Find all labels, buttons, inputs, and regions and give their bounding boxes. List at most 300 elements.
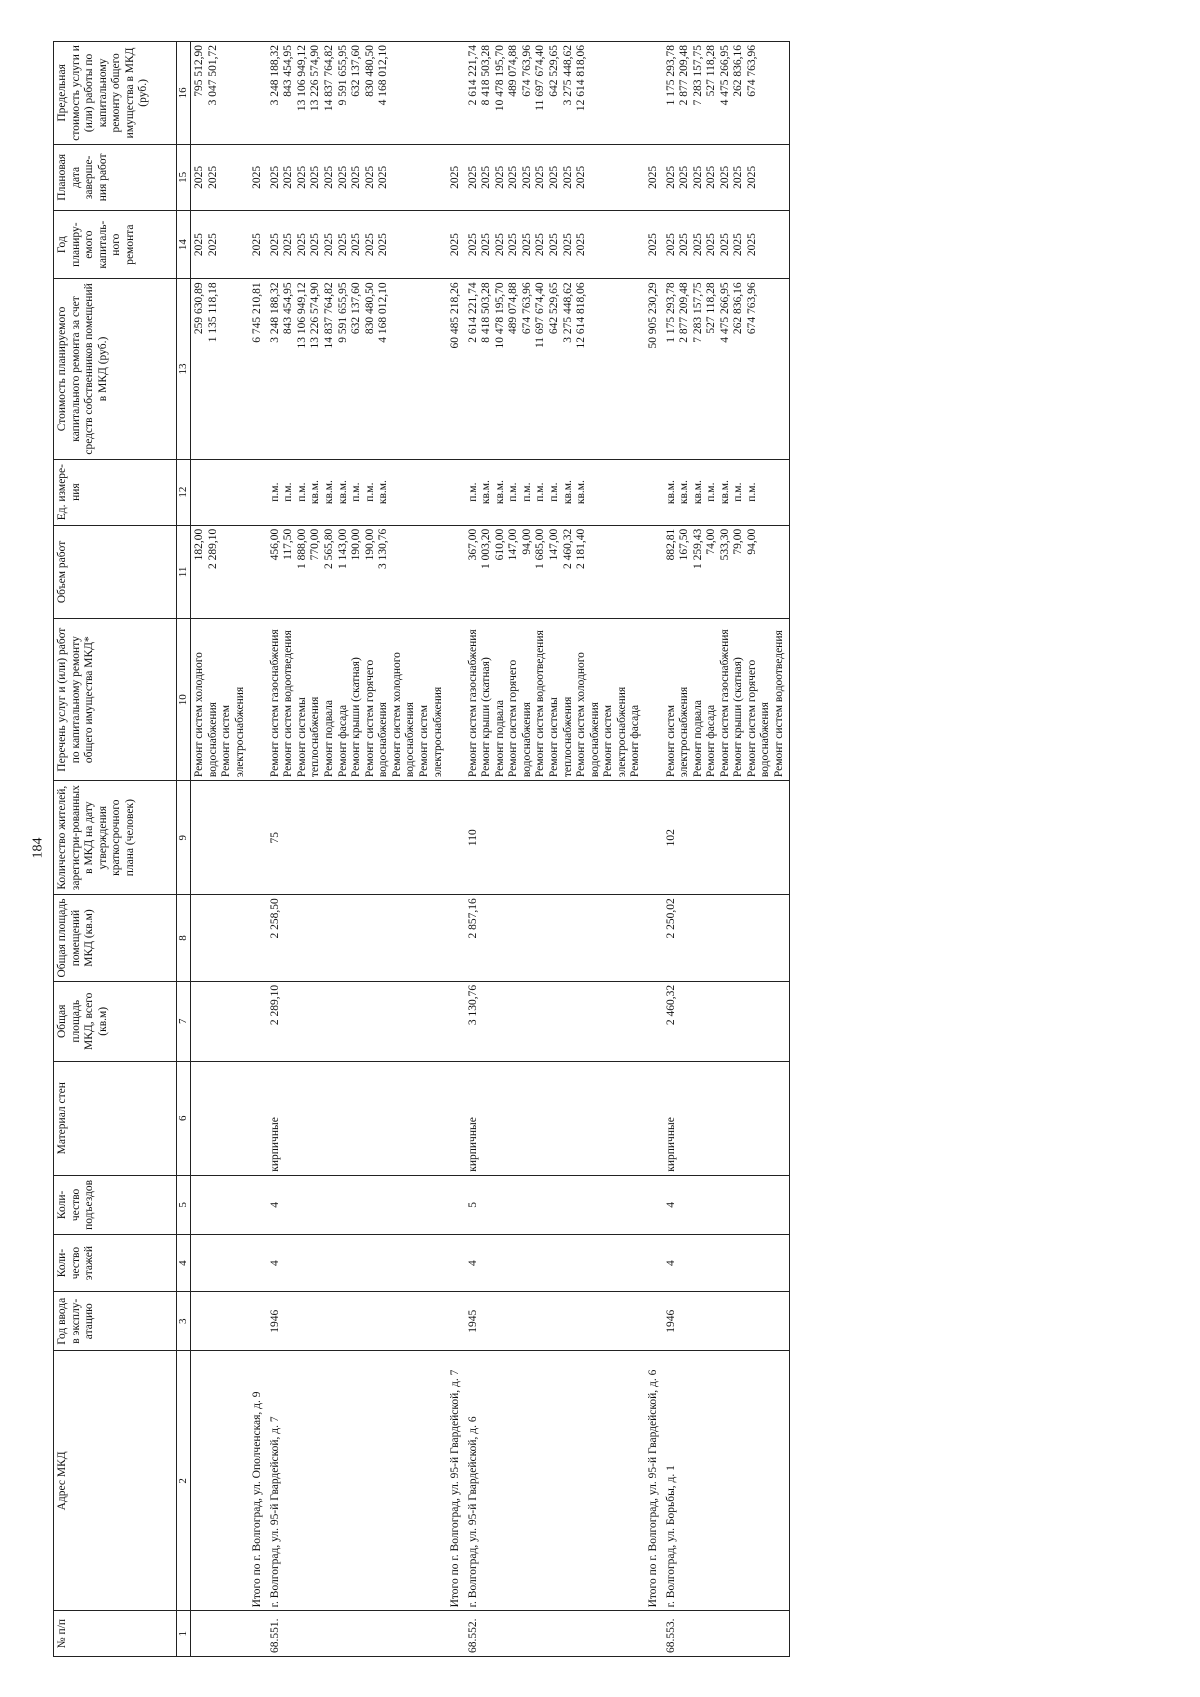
work-item: Ремонт систем горячего водоснабжения (745, 659, 772, 778)
unit-cell (645, 459, 663, 525)
work-item: Ремонт систем холодного водоснабжения (390, 652, 417, 778)
address: г. Волгоград, ул. Борьбы, д. 1 (663, 1351, 790, 1611)
floors-count: 4 (267, 1235, 447, 1292)
unit: кв.м. (691, 480, 704, 505)
work-volume: 147,00 (548, 528, 561, 561)
residents-count: 110 (465, 781, 645, 895)
page-number: 184 (30, 837, 46, 859)
repair-year: 2025 (251, 233, 264, 257)
repair-year: 2025 (295, 233, 308, 257)
year-built (447, 1292, 465, 1351)
column-header: Плановая дата заверше-ния работ (54, 144, 177, 210)
wall-material (190, 1061, 249, 1175)
repair-cost: 632 137,60 (350, 282, 363, 335)
column-number: 9 (177, 781, 191, 895)
work-item-cell (645, 619, 663, 781)
completion-date: 2025 (664, 165, 677, 189)
work-volume: 1 888,00 (295, 528, 308, 569)
work-item-cell (190, 619, 249, 781)
work-volume: 2 289,10 (206, 528, 219, 569)
limit-cost: 13 226 574,90 (309, 45, 322, 112)
entrances-count (645, 1175, 663, 1234)
premises-area: 2 857,16 (465, 895, 645, 982)
column-number: 13 (177, 279, 191, 459)
table-row (447, 42, 465, 1657)
repair-cost: 830 480,50 (363, 282, 376, 335)
repair-year: 2025 (718, 233, 731, 257)
repair-year-cell (645, 210, 663, 278)
work-item: Ремонт систем электроснабжения (220, 686, 246, 778)
total-area: 2 460,32 (663, 981, 790, 1061)
repair-year: 2025 (480, 233, 493, 257)
completion-date: 2025 (377, 165, 390, 189)
residents-count: 75 (267, 781, 447, 895)
work-item-cell (465, 619, 645, 781)
column-number-row (177, 42, 191, 1657)
unit: кв.м. (480, 480, 493, 505)
limit-cost: 527 118,28 (705, 45, 718, 97)
completion-date: 2025 (520, 165, 533, 189)
work-item: Ремонт крыши (скатная) (480, 657, 493, 778)
work-volume: 1 685,00 (534, 528, 547, 569)
unit: кв.м. (377, 480, 390, 505)
premises-area: 2 250,02 (663, 895, 790, 982)
repair-year: 2025 (466, 233, 479, 257)
work-volume-cell (190, 525, 249, 619)
repair-year: 2025 (377, 233, 390, 257)
work-item-cell (447, 619, 465, 781)
completion-date: 2025 (251, 165, 264, 189)
repair-cost: 259 630,89 (192, 282, 205, 335)
column-header: Перечень услуг и (или) работ по капитальному ремонту общего имущества МКД* (54, 619, 177, 781)
work-volume: 456,00 (268, 528, 281, 561)
repair-year: 2025 (646, 233, 659, 257)
completion-date: 2025 (534, 165, 547, 189)
repair-year-cell (267, 210, 447, 278)
repair-cost: 4 475 266,95 (718, 282, 731, 343)
table-row (663, 42, 790, 1657)
year-built: 1946 (663, 1292, 790, 1351)
wall-material: кирпичные (267, 1061, 447, 1175)
completion-date-cell (645, 144, 663, 210)
repair-year: 2025 (548, 233, 561, 257)
repair-year: 2025 (309, 233, 322, 257)
repair-year: 2025 (705, 233, 718, 257)
completion-date: 2025 (309, 165, 322, 189)
work-volume: 882,81 (664, 528, 677, 561)
repair-year: 2025 (323, 233, 336, 257)
repair-cost: 13 106 949,12 (295, 282, 308, 349)
limit-cost-cell (267, 42, 447, 145)
floors-count (645, 1235, 663, 1292)
limit-cost: 3 275 448,62 (561, 45, 574, 106)
work-item: Ремонт системы теплоснабжения (548, 696, 574, 778)
column-header: Коли-чество этажей (54, 1235, 177, 1292)
work-volume: 2 565,80 (323, 528, 336, 569)
work-item: Ремонт систем горячего водоснабжения (363, 659, 390, 778)
entrances-count: 4 (267, 1175, 447, 1234)
column-number: 7 (177, 981, 191, 1061)
column-header: Год планиру-емого капиталь-ного ремонта (54, 210, 177, 278)
column-number: 3 (177, 1292, 191, 1351)
table-row (465, 42, 645, 1657)
limit-cost: 13 106 949,12 (295, 45, 308, 112)
rotated-table-container (53, 41, 1141, 1657)
limit-cost-cell (249, 42, 267, 145)
table-body (190, 42, 789, 1657)
unit: кв.м. (575, 480, 588, 505)
row-number (447, 1611, 465, 1657)
completion-date-cell (465, 144, 645, 210)
wall-material (645, 1061, 663, 1175)
work-item: Ремонт крыши (скатная) (732, 657, 745, 778)
unit: п.м. (507, 482, 520, 502)
column-number: 10 (177, 619, 191, 781)
repair-year: 2025 (449, 233, 462, 257)
repair-year: 2025 (664, 233, 677, 257)
work-volume-cell (267, 525, 447, 619)
repair-year: 2025 (732, 233, 745, 257)
repair-cost: 674 763,96 (520, 282, 533, 335)
unit: кв.м. (336, 480, 349, 505)
work-item: Ремонт систем горячего водоснабжения (507, 659, 533, 778)
column-header: Адрес МКД (54, 1351, 177, 1611)
entrances-count (447, 1175, 465, 1234)
row-number (190, 1611, 249, 1657)
premises-area: 2 258,50 (267, 895, 447, 982)
unit: п.м. (350, 482, 363, 502)
completion-date: 2025 (363, 165, 376, 189)
wall-material (447, 1061, 465, 1175)
repair-year: 2025 (192, 233, 205, 257)
entrances-count (190, 1175, 249, 1234)
unit: п.м. (268, 482, 281, 502)
limit-cost: 1 175 293,78 (664, 45, 677, 106)
limit-cost: 262 836,16 (732, 45, 745, 97)
year-built (645, 1292, 663, 1351)
limit-cost: 9 591 655,95 (336, 45, 349, 106)
work-volume-cell (447, 525, 465, 619)
column-header: Ед. измере-ния (54, 459, 177, 525)
work-item: Ремонт систем холодного водоснабжения (575, 652, 601, 778)
limit-cost-cell (447, 42, 465, 145)
completion-date: 2025 (575, 165, 588, 189)
limit-cost-cell (663, 42, 790, 145)
limit-cost: 843 454,95 (282, 45, 295, 97)
completion-date: 2025 (745, 165, 758, 189)
work-volume: 1 003,20 (480, 528, 493, 569)
unit: п.м. (705, 482, 718, 502)
column-header: Объем работ (54, 525, 177, 619)
limit-cost: 14 837 764,82 (323, 45, 336, 112)
premises-area (447, 895, 465, 982)
table-row (249, 42, 267, 1657)
unit: п.м. (732, 482, 745, 502)
repair-year-cell (190, 210, 249, 278)
completion-date: 2025 (466, 165, 479, 189)
work-volume: 610,00 (493, 528, 506, 561)
repair-cost: 4 168 012,10 (377, 282, 390, 343)
total-area: 3 130,76 (465, 981, 645, 1061)
repair-year-cell (447, 210, 465, 278)
total-area (447, 981, 465, 1061)
completion-date: 2025 (282, 165, 295, 189)
table-row (267, 42, 447, 1657)
unit: кв.м. (493, 480, 506, 505)
column-header: Предельная стоимость услуги и (или) работы по капитальному ремонту общего имущества в МКД (руб.) (54, 42, 177, 145)
limit-cost: 632 137,60 (350, 45, 363, 97)
unit: кв.м. (309, 480, 322, 505)
work-volume: 367,00 (466, 528, 479, 561)
work-volume: 94,00 (520, 528, 533, 555)
wall-material: кирпичные (663, 1061, 790, 1175)
column-number: 4 (177, 1235, 191, 1292)
repair-cost: 9 591 655,95 (336, 282, 349, 343)
unit: п.м. (534, 482, 547, 502)
repair-cost: 262 836,16 (732, 282, 745, 335)
limit-cost: 3 248 188,32 (268, 45, 281, 106)
completion-date: 2025 (646, 165, 659, 189)
work-item: Ремонт систем электроснабжения (664, 686, 691, 778)
repair-cost: 3 248 188,32 (268, 282, 281, 343)
repair-cost: 1 135 118,18 (206, 282, 219, 343)
floors-count (249, 1235, 267, 1292)
column-header: Общая площадь МКД, всего (кв.м) (54, 981, 177, 1061)
floors-count (190, 1235, 249, 1292)
column-header: Стоимость планируемого капитального ремонта за счет средств собственников помещений в МКД (руб.) (54, 279, 177, 459)
completion-date: 2025 (192, 165, 205, 189)
work-volume: 2 460,32 (561, 528, 574, 569)
unit-cell (267, 459, 447, 525)
repair-year: 2025 (575, 233, 588, 257)
work-volume: 1 143,00 (336, 528, 349, 569)
year-built (249, 1292, 267, 1351)
column-number: 12 (177, 459, 191, 525)
limit-cost: 674 763,96 (520, 45, 533, 97)
unit-cell (447, 459, 465, 525)
work-item: Ремонт систем электроснабжения (417, 686, 444, 778)
repair-cost-cell (447, 279, 465, 459)
work-volume: 74,00 (705, 528, 718, 555)
limit-cost: 8 418 503,28 (480, 45, 493, 106)
wall-material (249, 1061, 267, 1175)
column-number: 6 (177, 1061, 191, 1175)
work-item: Ремонт фасада (629, 704, 642, 778)
completion-date: 2025 (507, 165, 520, 189)
work-volume-cell (645, 525, 663, 619)
year-built: 1946 (267, 1292, 447, 1351)
repair-cost: 843 454,95 (282, 282, 295, 335)
unit-cell (663, 459, 790, 525)
unit: п.м. (363, 482, 376, 502)
address: г. Волгоград, ул. 95-й Гвардейской, д. 7 (267, 1351, 447, 1611)
column-header: № п/п (54, 1611, 177, 1657)
repair-cost-cell (249, 279, 267, 459)
repair-year: 2025 (507, 233, 520, 257)
entrances-count (249, 1175, 267, 1234)
completion-date: 2025 (493, 165, 506, 189)
repair-cost: 7 283 157,75 (691, 282, 704, 343)
repair-year: 2025 (336, 233, 349, 257)
repair-cost: 13 226 574,90 (309, 282, 322, 349)
repair-year: 2025 (745, 233, 758, 257)
premises-area (645, 895, 663, 982)
unit-cell (249, 459, 267, 525)
repair-year: 2025 (350, 233, 363, 257)
completion-date: 2025 (678, 165, 691, 189)
limit-cost: 11 697 674,40 (534, 45, 547, 111)
column-number: 16 (177, 42, 191, 145)
row-number: 68.553. (663, 1611, 790, 1657)
limit-cost: 489 074,88 (507, 45, 520, 97)
total-area: 2 289,10 (267, 981, 447, 1061)
repair-cost: 642 529,65 (548, 282, 561, 335)
address: Итого по г. Волгоград, ул. 95-й Гвардейской, д. 6 (645, 1351, 663, 1611)
repair-year-cell (465, 210, 645, 278)
repair-year: 2025 (363, 233, 376, 257)
completion-date-cell (190, 144, 249, 210)
repair-cost-cell (645, 279, 663, 459)
completion-date: 2025 (691, 165, 704, 189)
limit-cost-cell (190, 42, 249, 145)
capital-repair-table (53, 41, 790, 1657)
repair-year-cell (249, 210, 267, 278)
limit-cost: 2 877 209,48 (678, 45, 691, 106)
completion-date: 2025 (732, 165, 745, 189)
unit-cell (465, 459, 645, 525)
work-item: Ремонт систем водоотведения (282, 630, 295, 778)
unit: кв.м. (323, 480, 336, 505)
completion-date-cell (663, 144, 790, 210)
address: г. Волгоград, ул. 95-й Гвардейской, д. 6 (465, 1351, 645, 1611)
work-item: Ремонт систем газоснабжения (268, 629, 281, 778)
repair-cost: 2 614 221,74 (466, 282, 479, 343)
work-item-cell (249, 619, 267, 781)
work-volume: 190,00 (363, 528, 376, 561)
repair-year: 2025 (493, 233, 506, 257)
repair-cost: 8 418 503,28 (480, 282, 493, 343)
repair-cost-cell (267, 279, 447, 459)
unit: п.м. (295, 482, 308, 502)
unit: кв.м. (678, 480, 691, 505)
work-item: Ремонт фасада (336, 704, 349, 778)
work-volume: 533,30 (718, 528, 731, 561)
work-item: Ремонт подвала (691, 699, 704, 778)
repair-year: 2025 (206, 233, 219, 257)
work-volume: 182,00 (192, 528, 205, 561)
address (190, 1351, 249, 1611)
completion-date: 2025 (548, 165, 561, 189)
year-built: 1945 (465, 1292, 645, 1351)
column-number: 11 (177, 525, 191, 619)
completion-date: 2025 (268, 165, 281, 189)
column-number: 2 (177, 1351, 191, 1611)
unit: п.м. (466, 482, 479, 502)
work-item: Ремонт систем электроснабжения (602, 686, 628, 778)
limit-cost: 7 283 157,75 (691, 45, 704, 106)
unit: п.м. (548, 482, 561, 502)
column-header: Количество жителей, зарегистри-рованных в МКД на дату утверждения краткосрочного плана (человек) (54, 781, 177, 895)
limit-cost: 795 512,90 (192, 45, 205, 97)
work-volume-cell (249, 525, 267, 619)
repair-cost: 489 074,88 (507, 282, 520, 335)
work-volume-cell (663, 525, 790, 619)
work-volume-cell (465, 525, 645, 619)
residents-count: 102 (663, 781, 790, 895)
work-volume: 1 259,43 (691, 528, 704, 569)
repair-cost-cell (465, 279, 645, 459)
repair-cost: 674 763,96 (745, 282, 758, 335)
repair-cost: 6 745 210,81 (251, 282, 264, 343)
repair-cost: 2 877 209,48 (678, 282, 691, 343)
unit: п.м. (520, 482, 533, 502)
unit: кв.м. (561, 480, 574, 505)
repair-year: 2025 (282, 233, 295, 257)
column-number: 14 (177, 210, 191, 278)
column-number: 15 (177, 144, 191, 210)
completion-date: 2025 (705, 165, 718, 189)
repair-year: 2025 (268, 233, 281, 257)
row-number: 68.551. (267, 1611, 447, 1657)
column-number: 5 (177, 1175, 191, 1234)
work-item: Ремонт подвала (323, 699, 336, 778)
column-header: Коли-чество подъездов (54, 1175, 177, 1234)
total-area (249, 981, 267, 1061)
address: Итого по г. Волгоград, ул. 95-й Гвардейской, д. 7 (447, 1351, 465, 1611)
unit: п.м. (282, 482, 295, 502)
completion-date: 2025 (449, 165, 462, 189)
limit-cost: 4 168 012,10 (377, 45, 390, 106)
repair-cost: 14 837 764,82 (323, 282, 336, 349)
repair-cost: 11 697 674,40 (534, 282, 547, 349)
residents-count (645, 781, 663, 895)
work-volume: 117,50 (282, 528, 295, 560)
work-item-cell (267, 619, 447, 781)
completion-date: 2025 (350, 165, 363, 189)
limit-cost: 10 478 195,70 (493, 45, 506, 112)
entrances-count: 4 (663, 1175, 790, 1234)
work-volume: 3 130,76 (377, 528, 390, 569)
limit-cost: 3 047 501,72 (206, 45, 219, 106)
repair-year: 2025 (678, 233, 691, 257)
repair-cost: 12 614 818,06 (575, 282, 588, 349)
limit-cost: 830 480,50 (363, 45, 376, 97)
column-number: 8 (177, 895, 191, 982)
work-item: Ремонт систем холодного водоснабжения (192, 652, 219, 778)
work-volume: 2 181,40 (575, 528, 588, 569)
completion-date: 2025 (295, 165, 308, 189)
total-area (190, 981, 249, 1061)
work-item: Ремонт системы теплоснабжения (295, 696, 322, 778)
limit-cost-cell (465, 42, 645, 145)
unit: п.м. (745, 482, 758, 502)
work-volume: 147,00 (507, 528, 520, 561)
work-volume: 190,00 (350, 528, 363, 561)
year-built (190, 1292, 249, 1351)
repair-year: 2025 (534, 233, 547, 257)
completion-date: 2025 (323, 165, 336, 189)
repair-cost: 3 275 448,62 (561, 282, 574, 343)
work-item: Ремонт фасада (705, 704, 718, 778)
completion-date-cell (267, 144, 447, 210)
table-row (645, 42, 663, 1657)
repair-cost: 50 905 230,29 (646, 282, 659, 349)
limit-cost: 4 475 266,95 (718, 45, 731, 106)
repair-cost: 1 175 293,78 (664, 282, 677, 343)
completion-date-cell (249, 144, 267, 210)
completion-date: 2025 (206, 165, 219, 189)
entrances-count: 5 (465, 1175, 645, 1234)
